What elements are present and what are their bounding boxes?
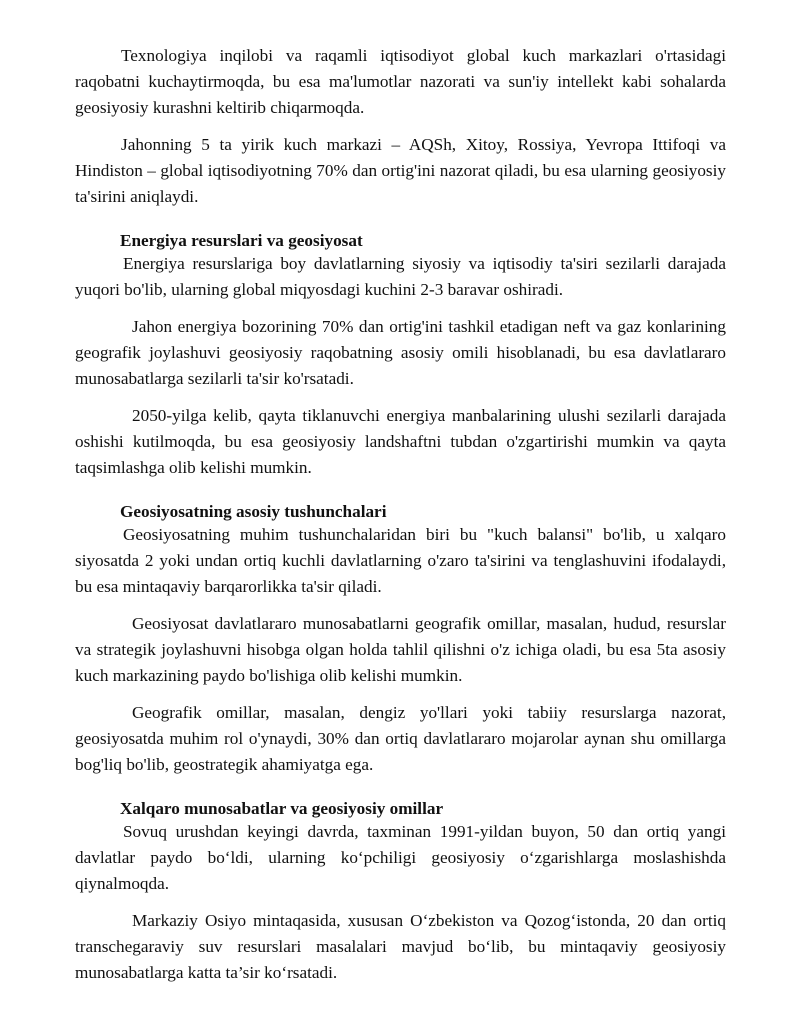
paragraph: Geosiyosat davlatlararo munosabatlarni geografik omillar, masalan, hudud, resurslar va strategik joylashuvni hisobga olgan holda tahlil qilishni o'z ichiga oladi, bu esa 5ta asosiy kuch markazining paydo bo'lishiga olib kelishi mumkin. — [75, 614, 726, 685]
paragraph: Geosiyosatning muhim tushunchalaridan biri bu "kuch balansi" bo'lib, u xalqaro siyosatda 2 yoki undan ortiq kuchli davlatlarning o'zaro ta'sirini va tenglashuvini ifodalaydi, bu esa mintaqaviy barqarorlikka ta'sir qiladi. — [75, 525, 726, 596]
section-heading: Energiya resurslari va geosiyosat — [120, 231, 363, 250]
section-heading: Geosiyosatning asosiy tushunchalari — [120, 502, 387, 521]
paragraph: Sovuq urushdan keyingi davrda, taxminan 1991-yildan buyon, 50 dan ortiq yangi davlatlar paydo bo‘ldi, ularning ko‘pchiligi geosiyosiy o‘zgarishlarga moslashishda qiynalmoqda. — [75, 822, 726, 893]
paragraph: Jahonning 5 ta yirik kuch markazi – AQSh, Xitoy, Rossiya, Yevropa Ittifoqi va Hindiston – global iqtisodiyotning 70% dan ortig'ini nazorat qiladi, bu esa ularning geosiyosiy ta'sirini aniqlaydi. — [75, 135, 726, 206]
paragraph: Energiya resurslariga boy davlatlarning siyosiy va iqtisodiy ta'siri sezilarli darajada yuqori bo'lib, ularning global miqyosdagi kuchini 2-3 baravar oshiradi. — [75, 254, 726, 299]
paragraph: Geografik omillar, masalan, dengiz yo'llari yoki tabiiy resurslarga nazorat, geosiyosatda muhim rol o'ynaydi, 30% dan ortiq davlatlararo mojarolar aynan shu omillarga bog'liq bo'lib, geostrategik ahamiyatga ega. — [75, 703, 726, 774]
paragraph: Texnologiya inqilobi va raqamli iqtisodiyot global kuch markazlari o'rtasidagi raqobatni kuchaytirmoqda, bu esa ma'lumotlar nazorati va sun'iy intellekt kabi sohalarda geosiyosiy kurashni keltirib chiqarmoqda. — [75, 46, 726, 117]
section-heading: Xalqaro munosabatlar va geosiyosiy omillar — [120, 799, 444, 818]
paragraph: Jahon energiya bozorining 70% dan ortig'ini tashkil etadigan neft va gaz konlarining geografik joylashuvi geosiyosiy raqobatning asosiy omili hisoblanadi, bu esa davlatlararo munosabatlarga sezilarli ta'sir ko'rsatadi. — [75, 317, 726, 388]
paragraph: 2050-yilga kelib, qayta tiklanuvchi energiya manbalarining ulushi sezilarli darajada oshishi kutilmoqda, bu esa geosiyosiy landshaftni tubdan o'zgartirishi mumkin va qayta taqsimlashga olib kelishi mumkin. — [75, 406, 726, 477]
paragraph: Markaziy Osiyo mintaqasida, xususan O‘zbekiston va Qozog‘istonda, 20 dan ortiq transchegaraviy suv resurslari masalalari mavjud bo‘lib, bu mintaqaviy geosiyosiy munosabatlarga katta ta’sir ko‘rsatadi. — [75, 911, 726, 982]
document-page — [75, 43, 726, 986]
